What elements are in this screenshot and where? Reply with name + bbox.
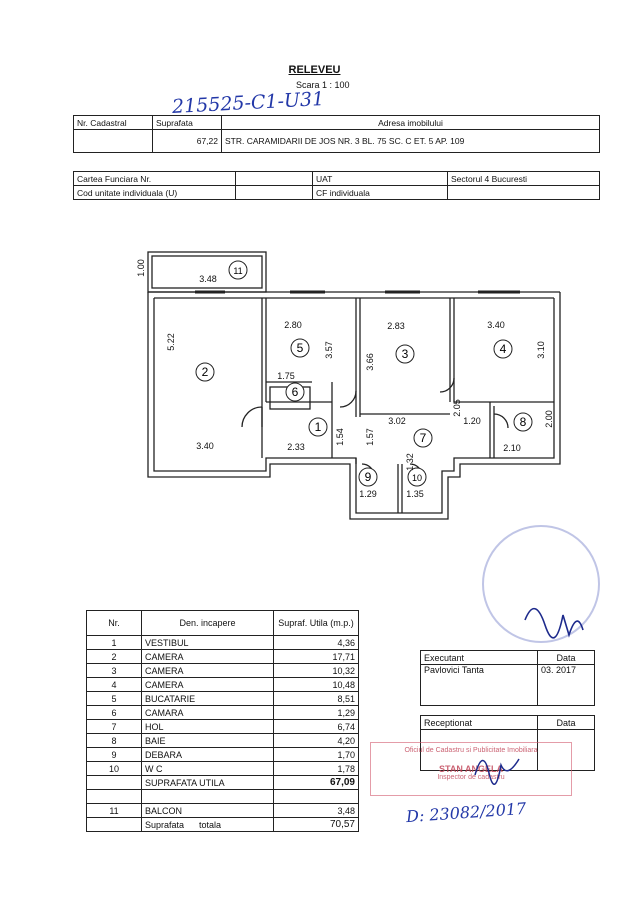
room-name: CAMERA [142, 650, 274, 664]
balcon-label: BALCON [142, 804, 274, 818]
dimension-label: 1.54 [335, 428, 345, 446]
executant-name: Pavlovici Tanta [421, 665, 538, 706]
area-value: 67,22 [153, 130, 222, 153]
executant-data-label: Data [538, 651, 595, 665]
room-area: 1,78 [274, 762, 359, 776]
room-marker-7 [414, 429, 432, 447]
cadastral-number-cell [74, 130, 153, 153]
room-area: 8,51 [274, 692, 359, 706]
svg-text:4: 4 [499, 342, 507, 356]
room-marker-2 [196, 363, 214, 381]
cod-unitate-label: Cod unitate individuala (U) [74, 186, 236, 200]
svg-text:8: 8 [519, 415, 527, 429]
room-marker-9 [359, 468, 377, 486]
room-name: W C [142, 762, 274, 776]
room-area: 4,20 [274, 734, 359, 748]
room-name: CAMERA [142, 664, 274, 678]
room-name: VESTIBUL [142, 636, 274, 650]
rooms-header-area: Supraf. Utila (m.p.) [274, 611, 359, 636]
table-row [87, 706, 359, 720]
cf-individuala-label: CF individuala [313, 186, 448, 200]
stamp-line3: Inspector de cadastru [437, 774, 505, 781]
table-row [87, 720, 359, 734]
svg-text:10: 10 [411, 473, 423, 483]
svg-text:7: 7 [419, 431, 427, 445]
spacer-cell [274, 790, 359, 804]
room-name: HOL [142, 720, 274, 734]
useful-nr-cell [87, 776, 142, 790]
room-nr: 9 [87, 748, 142, 762]
dimension-label: 2.83 [387, 321, 405, 331]
dimension-label: 1.20 [463, 416, 481, 426]
table-row [87, 678, 359, 692]
room-marker-11 [229, 261, 247, 279]
total-area-label: Suprafata totala [142, 818, 274, 832]
balcon-value: 3,48 [274, 804, 359, 818]
room-area: 10,32 [274, 664, 359, 678]
dimension-label: 3.48 [199, 274, 217, 284]
dimension-label: 2.00 [544, 410, 554, 428]
table-row [87, 664, 359, 678]
useful-area-label: SUPRAFATA UTILA [142, 776, 274, 790]
room-nr: 5 [87, 692, 142, 706]
document-title: RELEVEU [288, 64, 341, 76]
dimension-label: 1.75 [277, 371, 295, 381]
cod-unitate-value [236, 186, 313, 200]
total-area-value: 70,57 [274, 818, 359, 832]
address-value: STR. CARAMIDARII DE JOS NR. 3 BL. 75 SC. C ET. 5 AP. 109 [222, 130, 600, 153]
room-nr: 2 [87, 650, 142, 664]
useful-area-value: 67,09 [274, 776, 359, 790]
svg-text:1: 1 [314, 420, 322, 434]
executant-label: Executant [421, 651, 538, 665]
receptionat-data-label: Data [538, 716, 595, 730]
room-nr: 10 [87, 762, 142, 776]
executant-date: 03. 2017 [538, 665, 595, 706]
handwritten-cadastral-number: 215525-C1-U31 [171, 88, 325, 118]
stamp-line1: Oficiul de Cadastru si Publicitate Imobiliara [404, 747, 538, 754]
dimension-label: 1.00 [136, 259, 146, 277]
table-row [87, 650, 359, 664]
svg-text:9: 9 [364, 470, 372, 484]
executant-table [420, 650, 595, 706]
dimension-label: 2.33 [287, 442, 305, 452]
room-area: 4,36 [274, 636, 359, 650]
dimension-label: 1.32 [405, 453, 415, 471]
rooms-header-nr: Nr. [87, 611, 142, 636]
room-marker-5 [291, 339, 309, 357]
room-name: CAMARA [142, 706, 274, 720]
table-row [87, 762, 359, 776]
dimension-label: 2.05 [452, 399, 462, 417]
handwritten-registration-number: D: 23082/2017 [405, 798, 527, 827]
cadastral-info-table [73, 115, 600, 153]
svg-text:3: 3 [401, 347, 409, 361]
dimension-label: 1.35 [406, 489, 424, 499]
room-nr: 6 [87, 706, 142, 720]
spacer-cell [142, 790, 274, 804]
room-area: 1,29 [274, 706, 359, 720]
balcon-nr: 11 [87, 804, 142, 818]
room-name: BUCATARIE [142, 692, 274, 706]
table-row [87, 692, 359, 706]
dimension-label: 3.02 [388, 416, 406, 426]
header-adresa: Adresa imobilului [222, 116, 600, 130]
carte-funciara-table [73, 171, 600, 200]
svg-text:2: 2 [201, 365, 209, 379]
dimension-label: 2.10 [503, 443, 521, 453]
signature-receptionat [470, 745, 530, 785]
uat-label: UAT [313, 172, 448, 186]
room-marker-1 [309, 418, 327, 436]
rooms-header-name: Den. incapere [142, 611, 274, 636]
room-nr: 4 [87, 678, 142, 692]
signature-executant [520, 590, 600, 640]
svg-text:5: 5 [296, 341, 304, 355]
scale-label: Scara 1 : 100 [296, 80, 350, 90]
header-nr-cadastral: Nr. Cadastral [74, 116, 153, 130]
table-row [87, 636, 359, 650]
room-area: 10,48 [274, 678, 359, 692]
stamp-line2: STAN ANGELA [439, 764, 503, 774]
dimension-label: 3.57 [324, 341, 334, 359]
dimension-label: 1.29 [359, 489, 377, 499]
room-marker-3 [396, 345, 414, 363]
dimension-label: 3.66 [365, 353, 375, 371]
room-area: 17,71 [274, 650, 359, 664]
room-nr: 7 [87, 720, 142, 734]
dimension-label: 3.10 [536, 341, 546, 359]
total-nr-cell [87, 818, 142, 832]
room-area: 6,74 [274, 720, 359, 734]
dimension-label: 2.80 [284, 320, 302, 330]
dimension-label: 5.22 [166, 333, 176, 351]
cf-individuala-value [448, 186, 600, 200]
spacer-cell [87, 790, 142, 804]
svg-text:6: 6 [291, 385, 299, 399]
dimension-label: 3.40 [487, 320, 505, 330]
header-suprafata: Suprafata [153, 116, 222, 130]
sector-value: Sectorul 4 Bucuresti [448, 172, 600, 186]
floor-plan [100, 232, 580, 527]
room-name: BAIE [142, 734, 274, 748]
svg-text:11: 11 [233, 266, 243, 276]
dimension-label: 3.40 [196, 441, 214, 451]
dimension-label: 1.57 [365, 428, 375, 446]
room-nr: 3 [87, 664, 142, 678]
table-row [87, 748, 359, 762]
room-marker-4 [494, 340, 512, 358]
room-name: DEBARA [142, 748, 274, 762]
room-marker-8 [514, 413, 532, 431]
rooms-table [86, 610, 359, 832]
room-marker-6 [286, 383, 304, 401]
room-nr: 8 [87, 734, 142, 748]
table-row [87, 734, 359, 748]
carte-funciara-label: Cartea Funciara Nr. [74, 172, 236, 186]
carte-funciara-value [236, 172, 313, 186]
room-area: 1,70 [274, 748, 359, 762]
room-name: CAMERA [142, 678, 274, 692]
receptionat-label: Receptionat [421, 716, 538, 730]
room-nr: 1 [87, 636, 142, 650]
